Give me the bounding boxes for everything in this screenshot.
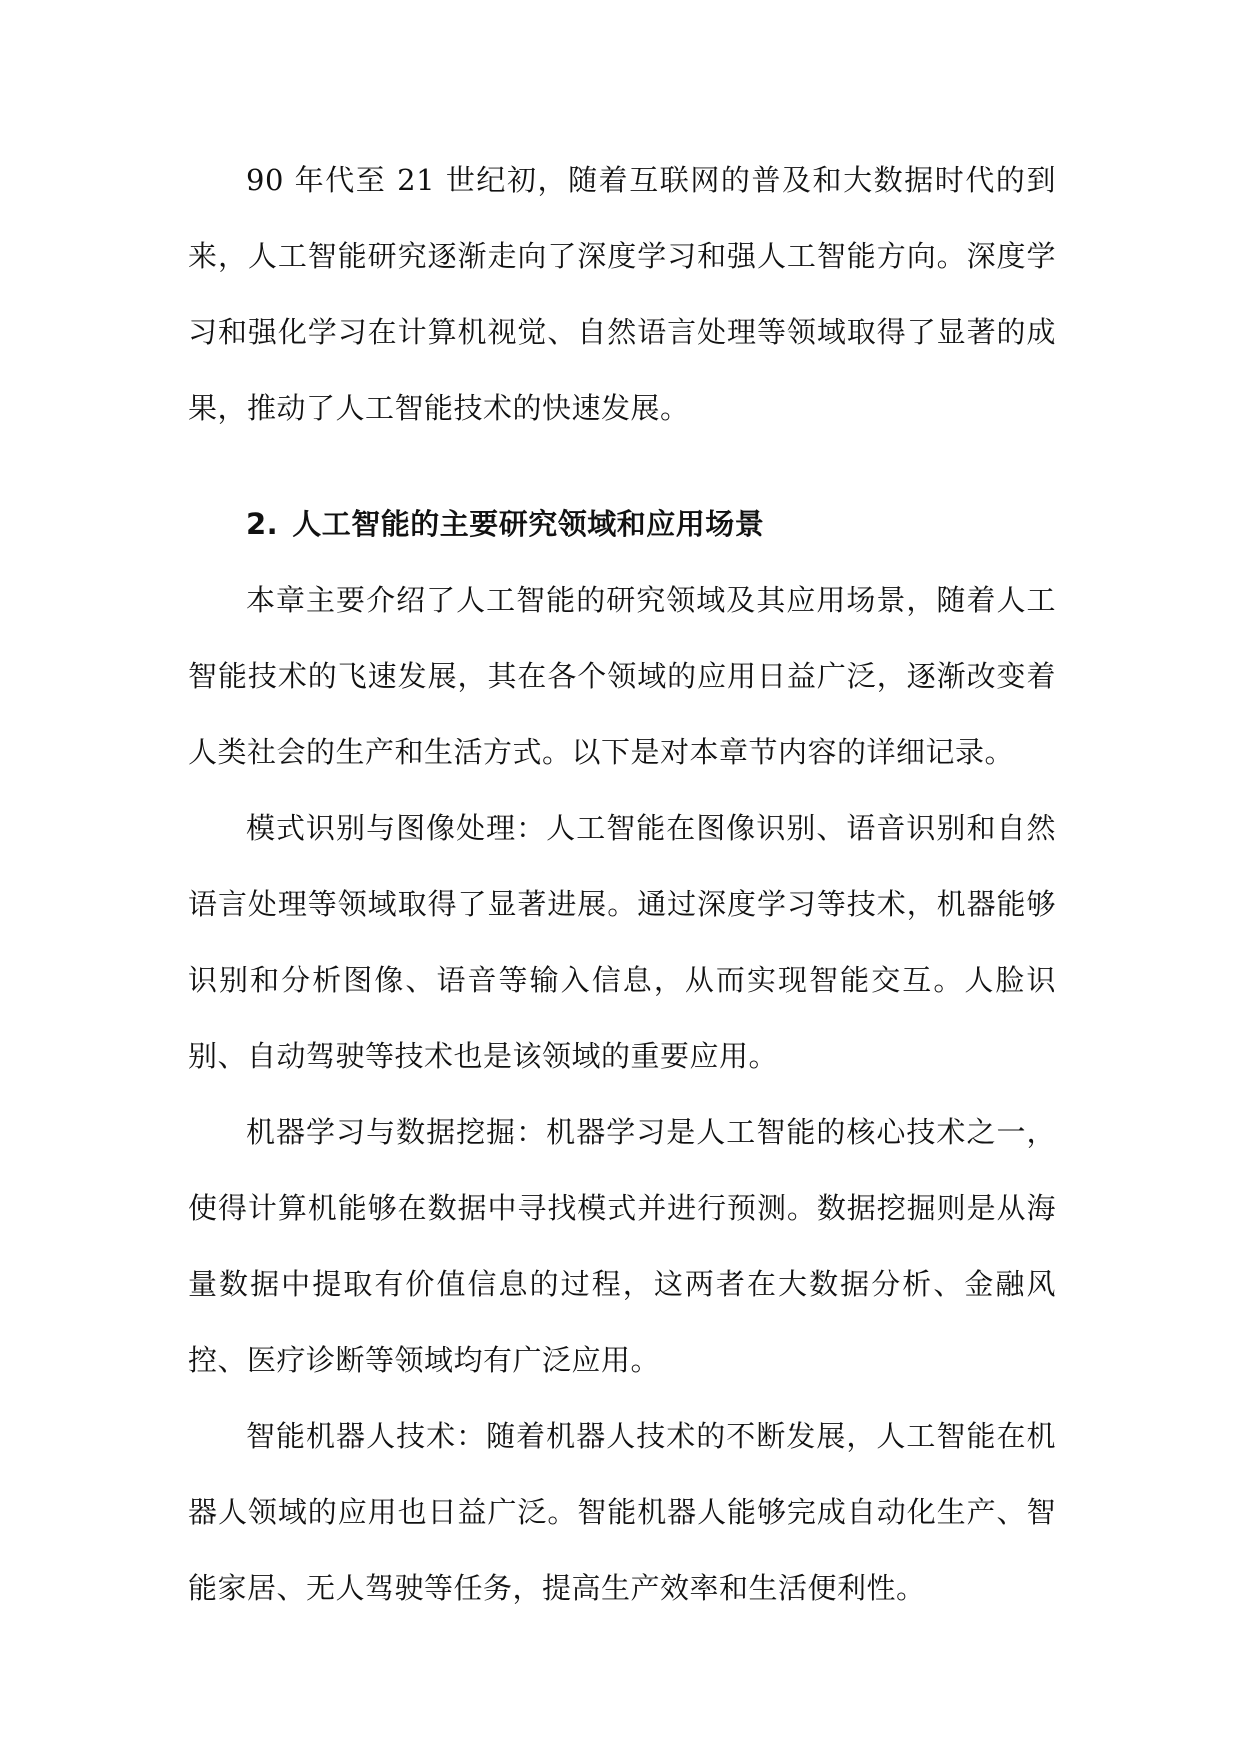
paragraph-pattern-recognition: 模式识别与图像处理：人工智能在图像识别、语音识别和自然语言处理等领域取得了显著进展。通过深度学习等技术，机器能够识别和分析图像、语音等输入信息，从而实现智能交互。人脸识别、自动驾驶等技术也是该领域的重要应用。: [188, 811, 1056, 1073]
paragraph-intelligent-robots: 智能机器人技术：随着机器人技术的不断发展，人工智能在机器人领域的应用也日益广泛。智能机器人能够完成自动化生产、智能家居、无人驾驶等任务，提高生产效率和生活便利性。: [188, 1419, 1056, 1605]
document-body: [188, 142, 1056, 1626]
paragraph-chapter-intro: 本章主要介绍了人工智能的研究领域及其应用场景，随着人工智能技术的飞速发展，其在各个领域的应用日益广泛，逐渐改变着人类社会的生产和生活方式。以下是对本章节内容的详细记录。: [188, 583, 1056, 769]
section-number: 2.: [246, 507, 279, 541]
paragraph-machine-learning: 机器学习与数据挖掘：机器学习是人工智能的核心技术之一，使得计算机能够在数据中寻找模式并进行预测。数据挖掘则是从海量数据中提取有价值信息的过程，这两者在大数据分析、金融风控、医疗诊断等领域均有广泛应用。: [188, 1115, 1056, 1377]
section-heading: [188, 486, 1056, 562]
section-title: 人工智能的主要研究领域和应用场景: [292, 507, 765, 541]
paragraph-ai-history: 90 年代至 21 世纪初，随着互联网的普及和大数据时代的到来，人工智能研究逐渐走向了深度学习和强人工智能方向。深度学习和强化学习在计算机视觉、自然语言处理等领域取得了显著的成果，推动了人工智能技术的快速发展。: [188, 163, 1056, 425]
